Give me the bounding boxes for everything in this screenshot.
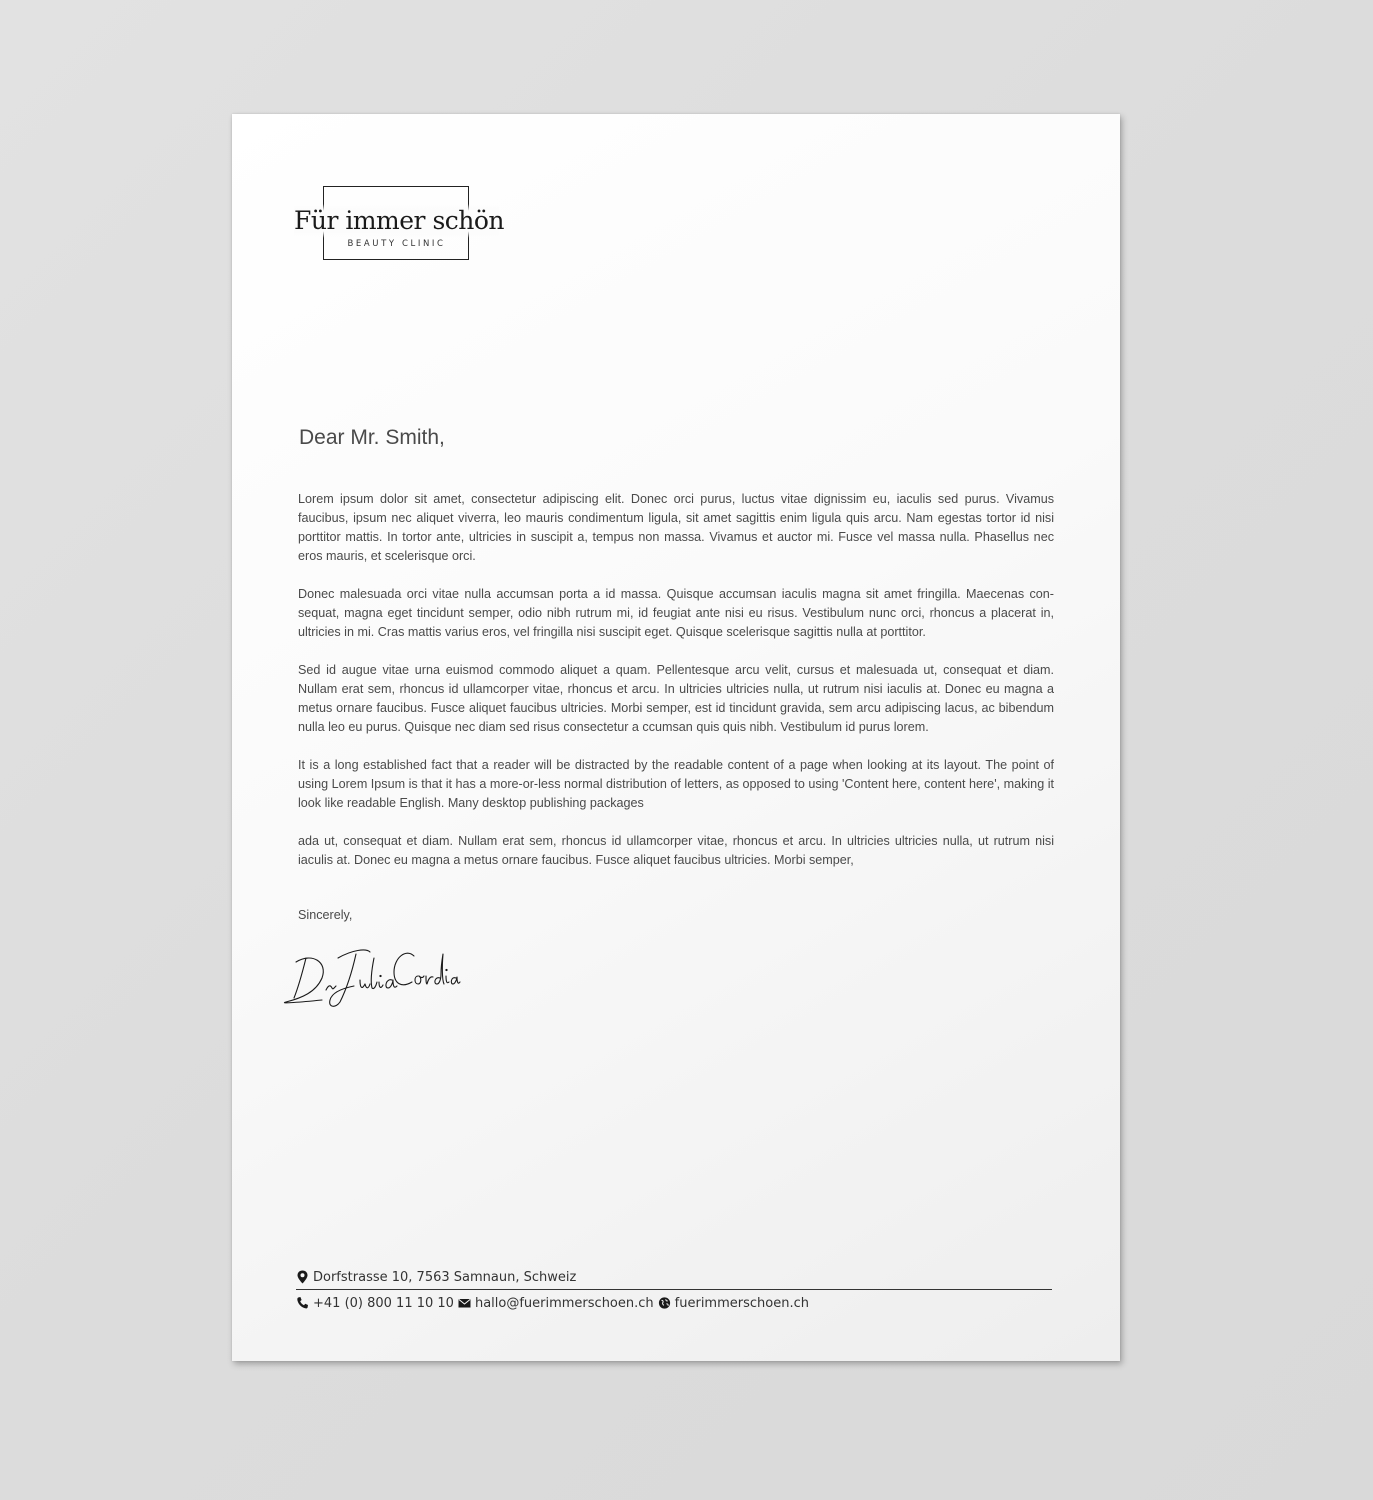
letter-closing: Sincerely, — [298, 908, 353, 922]
envelope-icon — [458, 1296, 471, 1310]
brand-tagline: BEAUTY CLINIC — [347, 239, 446, 249]
handwritten-signature — [282, 936, 462, 1012]
footer-phone: +41 (0) 800 11 10 10 — [313, 1295, 454, 1311]
letter-footer — [296, 1266, 1052, 1315]
brand-logo — [294, 186, 505, 260]
phone-icon — [296, 1296, 309, 1310]
footer-address: Dorfstrasse 10, 7563 Samnaun, Schweiz — [313, 1269, 577, 1285]
paragraph: It is a long established fact that a reader will be distracted by the readable content of a page when looking at its layout. The point of using Lorem Ipsum is that it has a more-or-less normal distribution of letters, as opposed to using 'Content here, content here', making it look like readable English. Many desktop publishing packages — [298, 758, 1054, 810]
footer-address-row — [296, 1266, 1052, 1290]
paragraph: Sed id augue vitae urna euismod commodo aliquet a quam. Pellentesque arcu velit, cursus et malesuada ut, consequat et diam. Nullam erat sem, rhoncus id ullamcorper vitae, rhoncus et arcu. In ultricies ultricies nulla, ut rutrum nisi iaculis at. Donec eu magna a metus ornare faucibus. Fusce aliquet faucibus ultricies. Morbi semper, est id tincidunt gravida, sem arcu adipiscing lacus, ac bibendum nulla leo eu purus. Quisque nec diam sed risus consectetur a ccumsan quis quis nibh. Vestibulum id purus lorem. — [298, 663, 1054, 734]
footer-email: hallo@fuerimmerschoen.ch — [474, 1295, 654, 1311]
letter-body — [298, 490, 1054, 889]
globe-icon — [658, 1296, 671, 1310]
paragraph: Lorem ipsum dolor sit amet, consectetur adipiscing elit. Donec orci purus, luctus vitae dignissim eu, iaculis sed purus. Vivamus faucibus, ipsum nec aliquet viverra, leo mauris condimentum ligula, sit amet sagittis enim ligula quis arcu. Nam egestas tortor id nisi porttitor mattis. In tortor ante, ultricies in suscipit a, tempus non massa. Vivamus et auctor mi. Fusce vel massa nulla. Phasellus nec eros mauris, et scelerisque orci. — [298, 492, 1054, 563]
paragraph: ada ut, consequat et diam. Nullam erat sem, rhoncus id ullamcorper vitae, rhoncus et arcu. In ultricies ultricies nulla, ut rutrum nisi iaculis at. Donec eu magna a metus ornare faucibus. Fusce aliquet faucibus ultricies. Morbi semper, — [298, 834, 1054, 867]
letter-sheet — [232, 114, 1120, 1361]
brand-name: Für immer schön — [294, 204, 499, 238]
letter-greeting: Dear Mr. Smith, — [299, 426, 445, 449]
footer-website: fuerimmerschoen.ch — [674, 1295, 809, 1311]
location-pin-icon — [296, 1270, 309, 1284]
paragraph: Donec malesuada orci vitae nulla accumsan porta a id massa. Quisque accumsan iaculis magna sit amet fringilla. Maecenas con-sequat, magna eget tincidunt semper, odio nibh rutrum mi, id feugiat ante nisi eu risus. Vestibulum nunc orci, rhoncus a placerat in, ultricies in mi. Cras mattis varius eros, vel fringilla nisi suscipit eget. Quisque scelerisque sagittis nulla at porttitor. — [298, 587, 1054, 639]
footer-contact-row — [296, 1291, 1052, 1315]
